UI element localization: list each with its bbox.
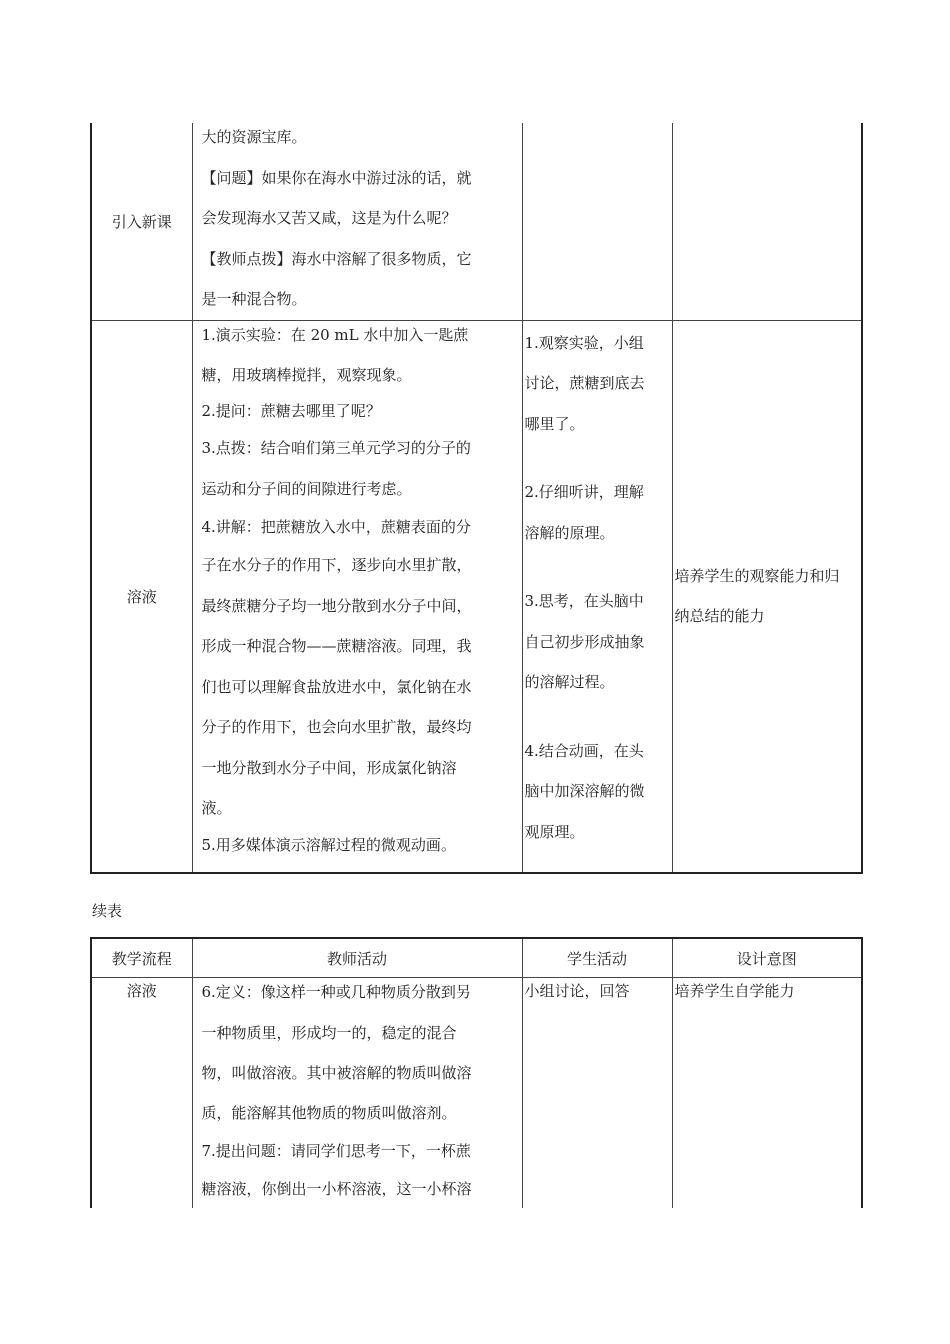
teacher-line: 最终蔗糖分子均一地分散到水分子中间， bbox=[201, 596, 472, 615]
teacher-line: 6.定义：像这样一种或几种物质分散到另 bbox=[201, 983, 471, 1001]
stage-cell bbox=[91, 123, 192, 320]
teacher-line: 分子的作用下，也会向水里扩散，最终均 bbox=[201, 718, 472, 736]
student-line: 溶解的原理。 bbox=[524, 523, 615, 542]
lesson-table-1 bbox=[90, 123, 863, 874]
student-line: 哪里了。 bbox=[524, 414, 585, 433]
student-activity-cell bbox=[522, 123, 672, 320]
teacher-line: 形成一种混合物——蔗糖溶液。同理，我 bbox=[201, 637, 472, 655]
design-line: 培养学生自学能力 bbox=[674, 982, 795, 1000]
student-line: 自己初步形成抽象 bbox=[524, 632, 645, 651]
design-intent-cell bbox=[672, 123, 862, 320]
design-line: 培养学生的观察能力和归 bbox=[674, 566, 840, 585]
teacher-line: 2.提问：蔗糖去哪里了呢？ bbox=[201, 401, 381, 420]
continued-label: 续表 bbox=[92, 902, 123, 920]
stage-cell bbox=[91, 320, 192, 873]
student-line: 小组讨论，回答 bbox=[524, 982, 630, 1000]
teacher-line: 会发现海水又苦又咸，这是为什么呢？ bbox=[201, 209, 457, 227]
stage-label: 溶液 bbox=[126, 587, 157, 606]
teacher-line: 物，叫做溶液。其中被溶解的物质叫做溶 bbox=[201, 1064, 472, 1082]
header-stage: 教学流程 bbox=[91, 938, 192, 978]
teacher-line: 是一种混合物。 bbox=[201, 290, 307, 308]
student-activity-cell bbox=[522, 978, 672, 1208]
teacher-line: 糖溶液，你倒出一小杯溶液，这一小杯溶 bbox=[201, 1179, 472, 1198]
teacher-line: 质，能溶解其他物质的物质叫做溶剂。 bbox=[201, 1103, 457, 1122]
lesson-table-2 bbox=[90, 937, 863, 1208]
teacher-line: 5.用多媒体演示溶解过程的微观动画。 bbox=[201, 835, 456, 854]
student-line: 3.思考，在头脑中 bbox=[524, 592, 644, 610]
teacher-activity-cell bbox=[192, 978, 522, 1208]
teacher-line: 大的资源宝库。 bbox=[201, 128, 307, 146]
design-line: 纳总结的能力 bbox=[674, 607, 765, 625]
student-line: 4.结合动画，在头 bbox=[524, 741, 644, 760]
stage-label: 溶液 bbox=[126, 982, 157, 1000]
student-line: 1.观察实验，小组 bbox=[524, 333, 644, 352]
stage-label: 引入新课 bbox=[111, 212, 172, 231]
student-line: 脑中加深溶解的微 bbox=[524, 782, 645, 800]
teacher-line: 运动和分子间的间隙进行考虑。 bbox=[201, 479, 412, 498]
header-teacher: 教师活动 bbox=[192, 938, 522, 978]
design-intent-cell bbox=[672, 320, 862, 873]
teacher-line: 子在水分子的作用下，逐步向水里扩散， bbox=[201, 556, 472, 574]
teacher-line: 液。 bbox=[201, 799, 232, 817]
teacher-line: 一地分散到水分子中间，形成氯化钠溶 bbox=[201, 758, 457, 777]
teacher-line: 1.演示实验：在 20 mL 水中加入一匙蔗 bbox=[201, 325, 469, 344]
teacher-line: 【问题】如果你在海水中游过泳的话，就 bbox=[201, 168, 472, 187]
header-student: 学生活动 bbox=[522, 938, 672, 978]
student-line: 观原理。 bbox=[524, 822, 585, 841]
header-design: 设计意图 bbox=[672, 938, 862, 978]
student-line: 2.仔细听讲，理解 bbox=[524, 483, 644, 501]
teacher-line: 7.提出问题：请同学们思考一下，一杯蔗 bbox=[201, 1141, 471, 1160]
student-line: 讨论，蔗糖到底去 bbox=[524, 374, 645, 392]
teacher-line: 4.讲解：把蔗糖放入水中，蔗糖表面的分 bbox=[201, 518, 471, 536]
teacher-line: 【教师点拨】海水中溶解了很多物质，它 bbox=[201, 249, 472, 268]
stage-cell bbox=[91, 978, 192, 1208]
teacher-activity-cell bbox=[192, 320, 522, 873]
design-intent-cell bbox=[672, 978, 862, 1208]
teacher-line: 3.点拨：结合咱们第三单元学习的分子的 bbox=[201, 438, 471, 457]
teacher-activity-cell bbox=[192, 123, 522, 320]
student-line: 的溶解过程。 bbox=[524, 673, 615, 691]
teacher-line: 一种物质里，形成均一的，稳定的混合 bbox=[201, 1023, 457, 1042]
teacher-line: 糖，用玻璃棒搅拌，观察现象。 bbox=[201, 366, 412, 384]
student-activity-cell bbox=[522, 320, 672, 873]
teacher-line: 们也可以理解食盐放进水中，氯化钠在水 bbox=[201, 677, 472, 696]
